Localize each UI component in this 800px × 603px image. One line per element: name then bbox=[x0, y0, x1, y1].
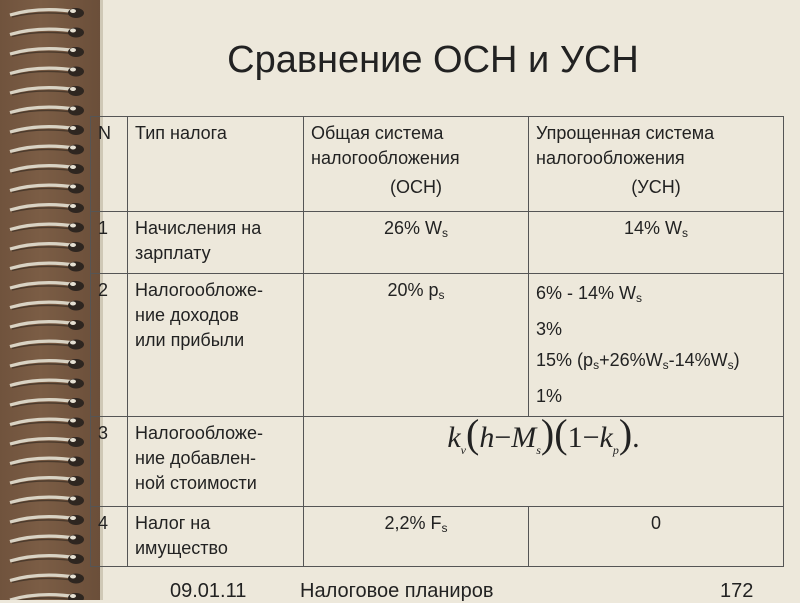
comparison-table bbox=[90, 116, 784, 567]
usn-rate-1: 6% - 14% Ws bbox=[536, 283, 643, 305]
vat-formula: $k_v(h-M_s)(1-k_p)$. bbox=[304, 417, 784, 507]
row-tax-name: Налог на имущество bbox=[128, 507, 304, 567]
row-number: 4 bbox=[91, 507, 128, 567]
header-osn: Общая система налогообложения (ОСН) bbox=[304, 117, 529, 212]
footer-page-number: 172 bbox=[720, 580, 754, 602]
row-tax-name: Начисления на зарплату bbox=[128, 212, 304, 274]
usn-value: 0 bbox=[529, 507, 784, 567]
usn-values bbox=[529, 274, 784, 417]
footer-date: 09.01.11 bbox=[170, 580, 247, 602]
row-number: 2 bbox=[91, 274, 128, 417]
row-tax-name: Налогообложе- ние доходов или прибыли bbox=[128, 274, 304, 417]
footer-subject: Налоговое планиров bbox=[300, 580, 494, 602]
row-number: 1 bbox=[91, 212, 128, 274]
header-usn: Упрощенная система налогообложения (УСН) bbox=[529, 117, 784, 212]
usn-rate-2: 3% bbox=[536, 319, 563, 339]
table-row bbox=[91, 417, 784, 507]
usn-value: 14% Ws bbox=[529, 212, 784, 274]
usn-rate-3: 15% (ps+26%Ws-14%Ws) bbox=[536, 350, 740, 372]
slide-title: Сравнение ОСН и УСН bbox=[227, 39, 639, 81]
osn-value: 20% ps bbox=[304, 274, 529, 417]
usn-rate-4: 1% bbox=[536, 386, 563, 406]
spiral-binding-icon bbox=[0, 0, 102, 600]
table-header-row bbox=[91, 117, 784, 212]
header-n: N bbox=[91, 117, 128, 212]
table-row bbox=[91, 212, 784, 274]
row-number: 3 bbox=[91, 417, 128, 507]
osn-value: 2,2% Fs bbox=[304, 507, 529, 567]
table-row bbox=[91, 274, 784, 417]
osn-value: 26% Ws bbox=[304, 212, 529, 274]
row-tax-name: Налогообложе- ние добавлен- ной стоимости bbox=[128, 417, 304, 507]
header-tax-type: Тип налога bbox=[128, 117, 304, 212]
table-row bbox=[91, 507, 784, 567]
